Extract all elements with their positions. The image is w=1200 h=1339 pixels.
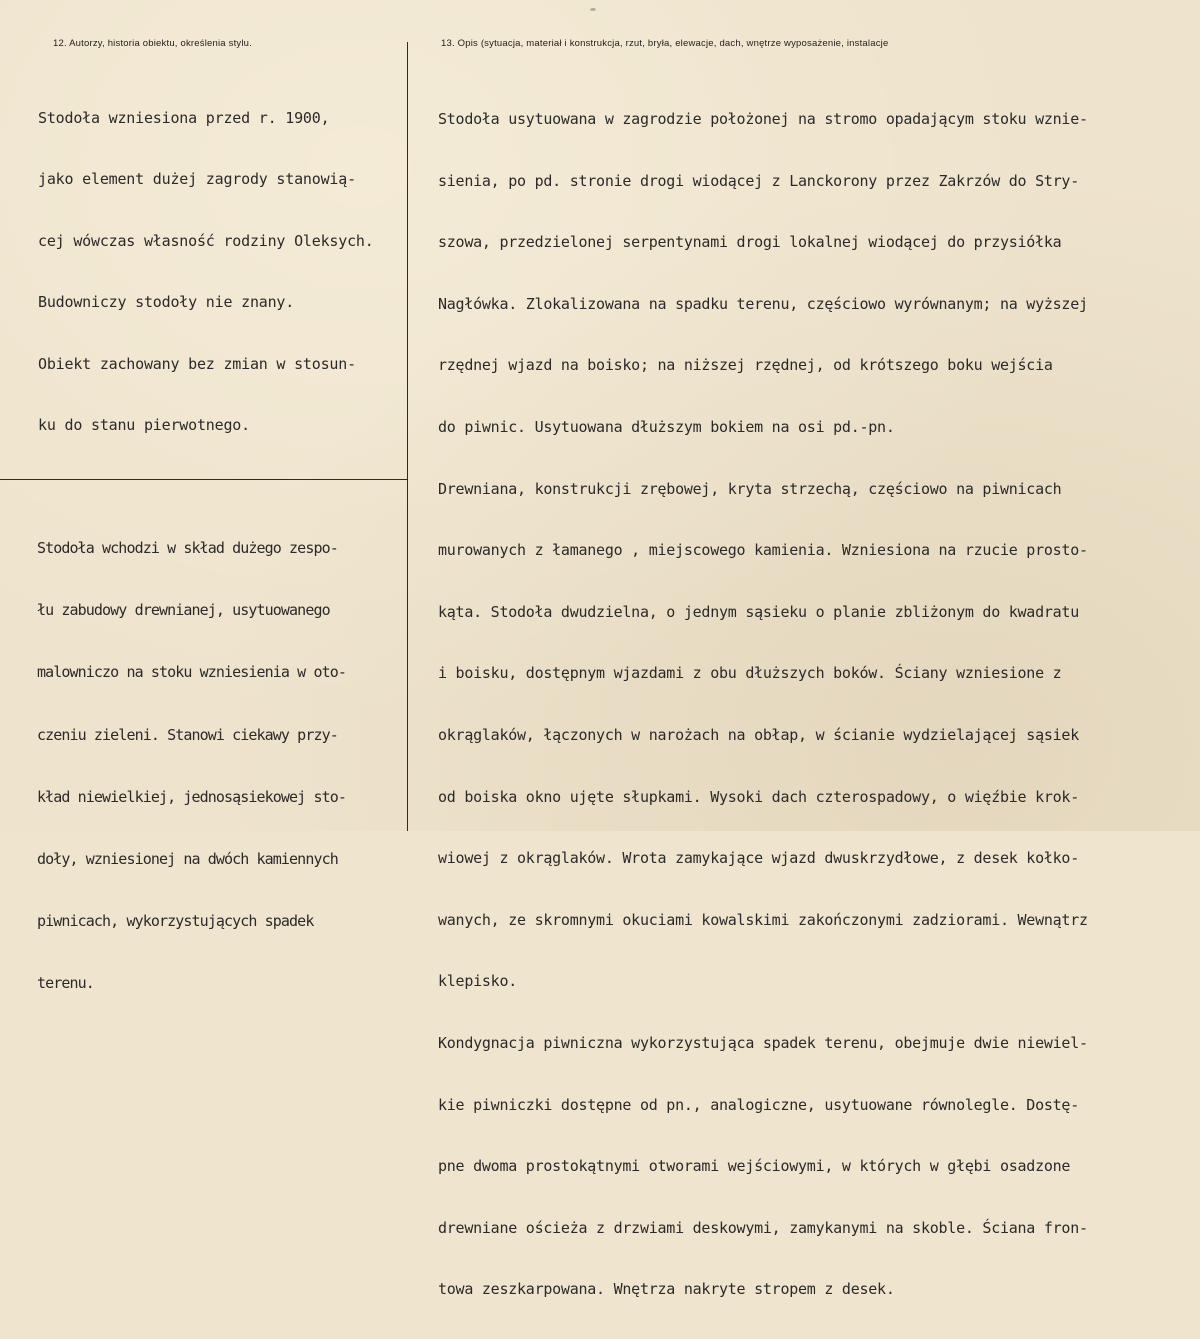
history-line: jako element dużej zagrody stanowią- [38,170,356,189]
description-line: murowanych z łamanego , miejscowego kamienia. Wzniesiona na rzucie prosto- [438,541,1088,560]
description-line: Drewniana, konstrukcji zrębowej, kryta strzechą, częściowo na piwnicach [438,479,1062,498]
description-line: pne dwoma prostokątnymi otworami wejściowymi, w których w głębi osadzone [438,1157,1071,1176]
paper-speck [590,8,596,11]
description-line: drewniane ościeża z drzwiami deskowymi, zamykanymi na skoble. Ściana fron- [438,1218,1088,1237]
section-13-heading: 13. Opis (sytuacja, materiał i konstrukcja, rzut, bryła, elewacje, dach, wnętrze wyposażenie, instalacje [441,38,889,49]
description-line: kąta. Stodoła dwudzielna, o jednym sąsieku o planie zbliżonym do kwadratu [438,602,1079,621]
description-line: towa zeszkarpowana. Wnętrza nakryte stropem z desek. [438,1280,895,1299]
history-line: Stodoła wzniesiona przed r. 1900, [38,109,330,127]
assessment-line: terenu. [37,974,94,993]
description-line: kie piwniczki dostępne od pn., analogiczne, usytuowane równolegle. Dostę- [438,1095,1079,1114]
assessment-text [37,499,346,1033]
description-line: okrąglaków, łączonych w narożach na obłap, w ścianie wydzielającej sąsiek [438,725,1079,744]
description-line: od boiska okno ujęte słupkami. Wysoki dach czterospadowy, o więźbie krok- [438,787,1079,806]
description-text [438,71,1088,1339]
description-line: Stodoła usytuowana w zagrodzie położonej na stromo opadającym stoku wznie- [438,110,1088,128]
history-text [38,70,374,474]
history-line: Obiekt zachowany bez zmian w stosun- [38,354,356,373]
description-line: do piwnic. Usytuowana dłuższym bokiem na osi pd.-pn. [438,417,895,436]
assessment-line: kład niewielkiej, jednosąsiekowej sto- [37,787,346,806]
description-line: Nagłówka. Zlokalizowana na spadku terenu, częściowo wyrównanym; na wyższej [438,294,1088,313]
assessment-line: czeniu zieleni. Stanowi ciekawy przy- [37,725,338,744]
history-line: ku do stanu pierwotnego. [38,415,250,434]
column-divider [407,42,408,831]
description-line: wiowej z okrąglaków. Wrota zamykające wjazd dwuskrzydłowe, z desek kołko- [438,849,1079,868]
assessment-line: łu zabudowy drewnianej, usytuowanego [37,601,330,620]
description-line: klepisko. [438,972,518,991]
history-line: Budowniczy stodoły nie znany. [38,293,295,312]
description-line: szowa, przedzielonej serpentynami drogi lokalnej wiodącej do przysiółka [438,233,1062,252]
section-12-heading: 12. Autorzy, historia obiektu, określenia stylu. [53,38,252,49]
description-line: sienia, po pd. stronie drogi wiodącej z Lanckorony przez Zakrzów do Stry- [438,171,1079,190]
history-line: cej wówczas własność rodziny Oleksych. [38,231,374,250]
assessment-line: doły, wzniesionej na dwóch kamiennych [37,849,338,868]
assessment-line: Stodoła wchodzi w skład dużego zespo- [37,539,338,557]
description-line: rzędnej wjazd na boisko; na niższej rzędnej, od krótszego boku wejścia [438,356,1053,375]
description-line: Kondygnacja piwniczna wykorzystująca spadek terenu, obejmuje dwie niewiel- [438,1033,1088,1052]
assessment-line: malowniczo na stoku wzniesienia w oto- [37,663,346,682]
description-line: i boisku, dostępnym wjazdami z obu dłuższych boków. Ściany wzniesione z [438,664,1062,683]
description-line: wanych, ze skromnymi okuciami kowalskimi zakończonymi zadziorami. Wewnątrz [438,910,1088,929]
left-column-separator [0,479,407,480]
assessment-line: piwnicach, wykorzystujących spadek [37,912,314,931]
